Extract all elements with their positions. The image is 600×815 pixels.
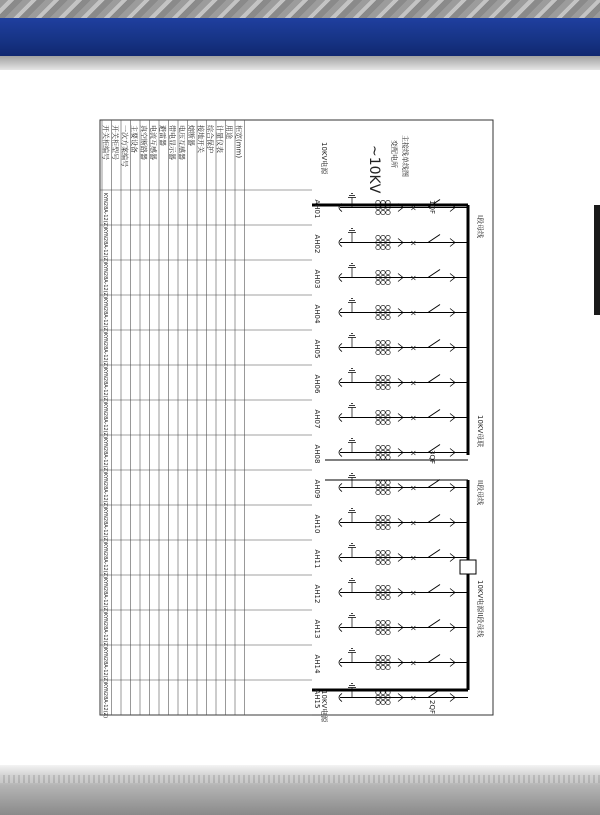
current-transformer-icon [381, 550, 385, 554]
table-row-header: 带电显示器 [168, 125, 176, 160]
breaker-symbol [428, 550, 440, 558]
breaker-cross-icon: × [410, 413, 417, 423]
current-transformer-icon [386, 315, 390, 319]
breaker-cross-icon: × [410, 308, 417, 318]
current-transformer-icon [381, 350, 385, 354]
current-transformer-icon [376, 280, 380, 284]
cabinet-code: KYN28A-12(Z) [102, 543, 108, 579]
current-transformer-icon [381, 270, 385, 274]
current-transformer-icon [386, 270, 390, 274]
breaker-symbol [428, 235, 440, 243]
current-transformer-icon [381, 630, 385, 634]
current-transformer-icon [376, 455, 380, 459]
current-transformer-icon [376, 595, 380, 599]
current-transformer-icon [381, 655, 385, 659]
current-transformer-icon [386, 340, 390, 344]
current-transformer-icon [381, 410, 385, 414]
table-row-header: 电流互感器 [149, 125, 157, 160]
current-transformer-icon [381, 375, 385, 379]
cabinet-code: KYN28A-12(Z) [102, 228, 108, 264]
bus-left-label: I段母线 [476, 215, 484, 239]
current-transformer-icon [386, 305, 390, 309]
breaker-symbol [428, 620, 440, 628]
current-transformer-icon [386, 375, 390, 379]
current-transformer-icon [386, 620, 390, 624]
ground-icon [348, 439, 356, 453]
voltage-label: ~10KV [366, 145, 382, 194]
current-transformer-icon [381, 420, 385, 424]
cabinet-id: AH15 [313, 689, 321, 709]
breaker-cross-icon: × [410, 588, 417, 598]
current-transformer-icon [381, 305, 385, 309]
table-row-header: 计量仪表 [215, 125, 224, 153]
current-transformer-icon [376, 315, 380, 319]
cabinet-code: KYN28A-12(Z) [102, 613, 108, 649]
bus-mid-label: II段母线 [476, 480, 484, 506]
breaker-symbol [428, 375, 440, 383]
cabinet-code: KYN28A-12(Z) [102, 403, 108, 439]
current-transformer-icon [376, 665, 380, 669]
breaker-label-2: 2QF [428, 700, 436, 714]
breaker-cross-icon: × [410, 378, 417, 388]
current-transformer-icon [376, 350, 380, 354]
current-transformer-icon [376, 630, 380, 634]
outgoing-label: 10KV电源 [320, 690, 328, 723]
current-transformer-icon [386, 630, 390, 634]
current-transformer-icon [386, 350, 390, 354]
table-row-header: 用途 [225, 125, 233, 139]
cabinet-id: AH04 [313, 304, 321, 324]
current-transformer-icon [381, 245, 385, 249]
table-row-header: 电压互感器 [177, 125, 186, 160]
current-transformer-icon [386, 445, 390, 449]
substation-label: 变配电所 [390, 140, 398, 168]
current-transformer-icon [386, 385, 390, 389]
current-transformer-icon [386, 210, 390, 214]
current-transformer-icon [376, 560, 380, 564]
breaker-label-1: 1QF [428, 200, 436, 214]
current-transformer-icon [386, 245, 390, 249]
ground-icon [348, 649, 356, 663]
ground-icon [348, 579, 356, 593]
current-transformer-icon [381, 235, 385, 239]
breaker-cross-icon: × [410, 658, 417, 668]
cabinet-id: AH05 [313, 339, 321, 359]
current-transformer-icon [386, 525, 390, 529]
current-transformer-icon [376, 305, 380, 309]
table-row-header: 接地开关 [196, 125, 205, 153]
current-transformer-icon [381, 455, 385, 459]
current-transformer-icon [381, 525, 385, 529]
current-transformer-icon [386, 595, 390, 599]
breaker-cross-icon: × [410, 238, 417, 248]
cabinet-code: KYN28A-12(Z) [102, 438, 108, 474]
table-row-header: 主要设备 [130, 125, 138, 153]
current-transformer-icon [376, 420, 380, 424]
cabinet-code: KYN28A-12(Z) [102, 193, 108, 229]
bus-right-label: 10KV电源II段母线 [476, 580, 484, 638]
ground-icon [348, 334, 356, 348]
cabinet-id: AH10 [313, 514, 321, 534]
current-transformer-icon [381, 595, 385, 599]
current-transformer-icon [376, 245, 380, 249]
ground-icon [348, 299, 356, 313]
breaker-cross-icon: × [410, 203, 417, 213]
current-transformer-icon [386, 490, 390, 494]
table-row-header: 避雷器 [158, 125, 167, 146]
ground-icon [348, 264, 356, 278]
cabinet-id: AH12 [313, 584, 321, 604]
breaker-symbol [428, 270, 440, 278]
current-transformer-icon [386, 550, 390, 554]
breaker-cross-icon: × [410, 343, 417, 353]
cabinet-code: KYN28A-12(Z) [102, 578, 108, 614]
ground-icon [348, 614, 356, 628]
breaker-symbol [428, 340, 440, 348]
cabinet-id: AH08 [313, 444, 321, 464]
breaker-cross-icon: × [410, 693, 417, 703]
table-row-header: 综合保护 [206, 125, 214, 153]
system-title: 主接线单线图 [401, 135, 409, 177]
current-transformer-icon [386, 235, 390, 239]
current-transformer-icon [376, 340, 380, 344]
breaker-cross-icon: × [410, 273, 417, 283]
current-transformer-icon [386, 280, 390, 284]
current-transformer-icon [376, 655, 380, 659]
current-transformer-icon [381, 665, 385, 669]
breaker-symbol [428, 655, 440, 663]
cabinet-code: KYN28A-12(Z) [102, 508, 108, 544]
current-transformer-icon [376, 585, 380, 589]
current-transformer-icon [386, 480, 390, 484]
current-transformer-icon [376, 515, 380, 519]
table-row-header: 真空断路器 [139, 125, 148, 160]
cabinet-id: AH02 [313, 234, 321, 254]
cabinet-code: KYN28A-12(Z) [102, 648, 108, 684]
current-transformer-icon [376, 270, 380, 274]
cabinet-code: KYN28A-12(Z) [102, 683, 108, 719]
current-transformer-icon [376, 210, 380, 214]
cabinet-id: AH06 [313, 374, 321, 394]
current-transformer-icon [386, 700, 390, 704]
ground-icon [348, 404, 356, 418]
current-transformer-icon [376, 550, 380, 554]
current-transformer-icon [376, 490, 380, 494]
ground-icon [348, 229, 356, 243]
cabinet-code: KYN28A-12(Z) [102, 473, 108, 509]
current-transformer-icon [381, 585, 385, 589]
bus-tie-label: 10KV母联 [476, 415, 484, 448]
ground-icon [348, 369, 356, 383]
current-transformer-icon [386, 655, 390, 659]
table-row-header: 熔断器 [187, 125, 195, 146]
breaker-cross-icon: × [410, 448, 417, 458]
cabinet-code: KYN28A-12(Z) [102, 333, 108, 369]
cabinet-id: AH01 [313, 199, 321, 219]
cabinet-id: AH07 [313, 409, 321, 429]
cabinet-id: AH11 [313, 549, 321, 569]
current-transformer-icon [381, 210, 385, 214]
ground-icon [348, 509, 356, 523]
current-transformer-icon [386, 455, 390, 459]
current-transformer-icon [376, 525, 380, 529]
current-transformer-icon [381, 340, 385, 344]
breaker-symbol [428, 480, 440, 488]
current-transformer-icon [386, 420, 390, 424]
cabinet-id: AH13 [313, 619, 321, 639]
ground-icon [348, 544, 356, 558]
bus-tie-box [460, 560, 476, 574]
current-transformer-icon [381, 490, 385, 494]
current-transformer-icon [376, 445, 380, 449]
breaker-cross-icon: × [410, 518, 417, 528]
current-transformer-icon [381, 620, 385, 624]
table-row-header: 柜宽(mm) [234, 125, 243, 159]
breaker-symbol [428, 585, 440, 593]
current-transformer-icon [381, 445, 385, 449]
current-transformer-icon [376, 480, 380, 484]
current-transformer-icon [386, 560, 390, 564]
current-transformer-icon [376, 700, 380, 704]
cabinet-code: KYN28A-12(Z) [102, 368, 108, 404]
breaker-symbol [428, 410, 440, 418]
cabinet-columns [100, 190, 468, 718]
current-transformer-icon [376, 375, 380, 379]
current-transformer-icon [381, 280, 385, 284]
table-row-header: 开关柜编号 [101, 125, 110, 160]
equipment-table [102, 120, 245, 715]
breaker-symbol [428, 305, 440, 313]
current-transformer-icon [386, 410, 390, 414]
table-row-header: 开关柜型号 [111, 125, 119, 160]
cabinet-id: AH09 [313, 479, 321, 499]
breaker-cross-icon: × [410, 483, 417, 493]
breaker-symbol [428, 515, 440, 523]
current-transformer-icon [376, 620, 380, 624]
cabinet-code: KYN28A-12(Z) [102, 263, 108, 299]
header-texts [320, 135, 410, 723]
current-transformer-icon [376, 385, 380, 389]
current-transformer-icon [386, 665, 390, 669]
current-transformer-icon [381, 315, 385, 319]
current-transformer-icon [386, 515, 390, 519]
current-transformer-icon [386, 585, 390, 589]
cabinet-id: AH03 [313, 269, 321, 289]
current-transformer-icon [381, 700, 385, 704]
cabinet-code: KYN28A-12(Z) [102, 298, 108, 334]
cabinet-id: AH14 [313, 654, 321, 674]
table-row-header: 一次方案编号 [120, 125, 129, 167]
breaker-cross-icon: × [410, 623, 417, 633]
breaker-label-3: 3QF [428, 450, 436, 464]
current-transformer-icon [381, 480, 385, 484]
current-transformer-icon [381, 560, 385, 564]
current-transformer-icon [381, 385, 385, 389]
footer-texture [0, 765, 600, 815]
current-transformer-icon [376, 410, 380, 414]
breaker-cross-icon: × [410, 553, 417, 563]
current-transformer-icon [376, 235, 380, 239]
incoming-label: 10KV电源 [320, 142, 328, 175]
current-transformer-icon [381, 515, 385, 519]
